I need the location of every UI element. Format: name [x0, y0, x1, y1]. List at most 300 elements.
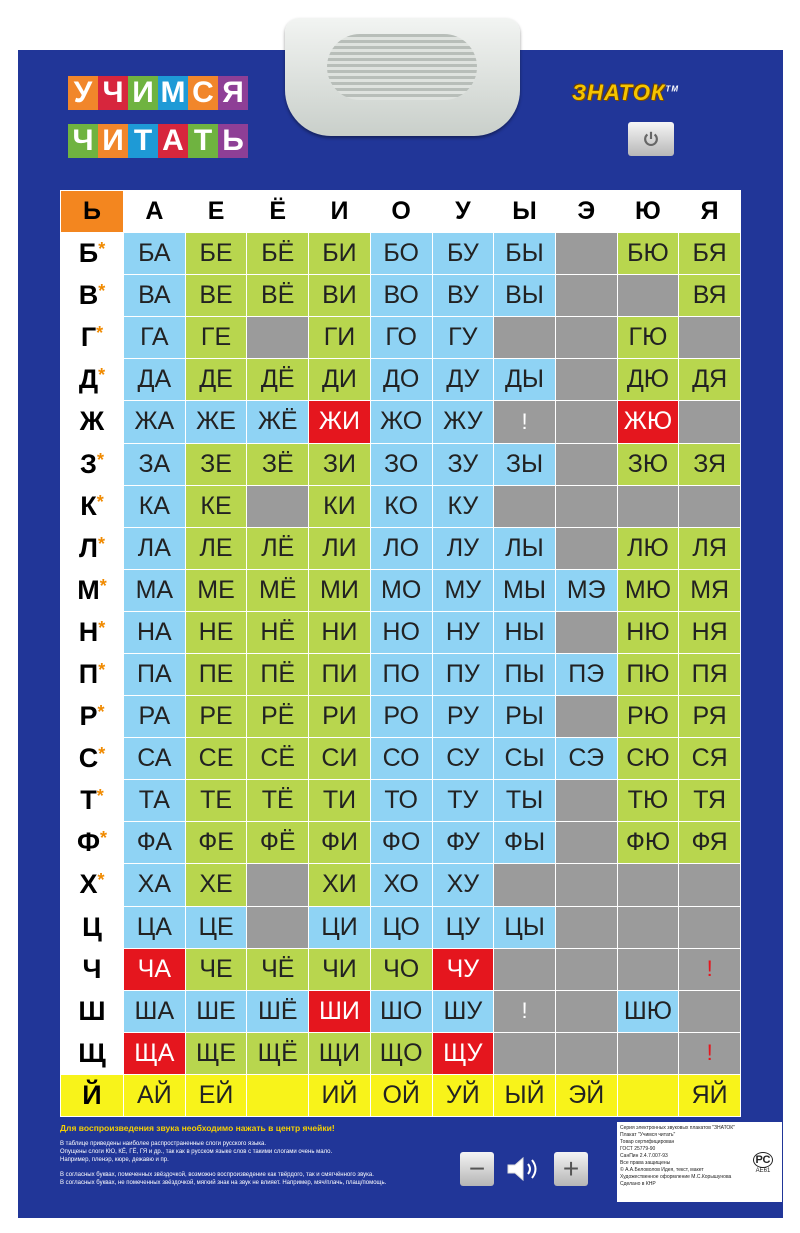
syllable-cell[interactable]: ЖУ	[433, 401, 494, 442]
syllable-cell[interactable]: ПЯ	[679, 654, 740, 695]
soft-star-icon: *	[96, 323, 104, 344]
syllable-cell[interactable]: ЧО	[371, 949, 432, 990]
soft-star-icon: *	[97, 870, 105, 891]
syllable-cell[interactable]: ПЕ	[186, 654, 247, 695]
syllable-cell[interactable]: ДИ	[309, 359, 370, 400]
syllable-cell[interactable]: МУ	[433, 570, 494, 611]
syllable-cell[interactable]: ДЕ	[186, 359, 247, 400]
info-line: © А.А.Беловолов Идея, текст, макет	[620, 1167, 704, 1173]
volume-icon	[504, 1152, 544, 1186]
syllable-cell[interactable]: ХИ	[309, 864, 370, 905]
syllable-cell[interactable]: ЗЯ	[679, 444, 740, 485]
syllable-cell[interactable]: ШЕ	[186, 991, 247, 1032]
syllable-cell[interactable]: ШИ	[309, 991, 370, 1032]
syllable-cell[interactable]: ЛИ	[309, 528, 370, 569]
syllable-cell[interactable]: ЛЯ	[679, 528, 740, 569]
certification-code: АЕ61	[755, 1168, 771, 1174]
consonant-row-label[interactable]	[61, 486, 123, 527]
syllable-cell[interactable]: ЗЁ	[247, 444, 308, 485]
syllable-cell[interactable]: НИ	[309, 612, 370, 653]
title-line-1	[68, 76, 248, 110]
syllable-cell[interactable]: ЗЫ	[494, 444, 555, 485]
syllable-cell[interactable]	[247, 864, 308, 905]
note-line: В таблице приведены наиболее распространенные слоги русского языка.	[60, 1141, 267, 1147]
syllable-cell[interactable]: ПУ	[433, 654, 494, 695]
info-line: ГОСТ 25779-90	[620, 1146, 656, 1152]
syllable-cell[interactable]: ДЯ	[679, 359, 740, 400]
consonant-row-label[interactable]	[61, 696, 123, 737]
syllable-cell[interactable]: СЯ	[679, 738, 740, 779]
syllable-cell[interactable]: ЖЁ	[247, 401, 308, 442]
syllable-cell[interactable]: ШУ	[433, 991, 494, 1032]
syllable-cell[interactable]: ТЁ	[247, 780, 308, 821]
vowel-header[interactable]: Я	[679, 191, 740, 232]
vowel-header[interactable]: Ё	[247, 191, 308, 232]
brand-logo	[572, 80, 679, 106]
syllable-cell[interactable]: ХО	[371, 864, 432, 905]
consonant-letter: Г	[80, 322, 97, 353]
syllable-cell[interactable]: БО	[371, 233, 432, 274]
title-line-2	[68, 124, 248, 158]
consonant-row-label[interactable]	[61, 1033, 123, 1074]
syllable-cell[interactable]: ПЭ	[556, 654, 617, 695]
info-line: Плакат "Учимся читать"	[620, 1132, 676, 1138]
vowel-header[interactable]: А	[124, 191, 185, 232]
syllable-cell[interactable]: ВА	[124, 275, 185, 316]
syllable-cell[interactable]: ЧА	[124, 949, 185, 990]
syllable-table	[60, 190, 741, 1117]
syllable-cell[interactable]: ЩЁ	[247, 1033, 308, 1074]
syllable-cell[interactable]: ПЮ	[618, 654, 679, 695]
syllable-cell[interactable]	[618, 864, 679, 905]
consonant-letter: С	[78, 743, 99, 774]
syllable-cell[interactable]: ТУ	[433, 780, 494, 821]
syllable-cell[interactable]: ЩА	[124, 1033, 185, 1074]
syllable-cell[interactable]: ТЫ	[494, 780, 555, 821]
syllable-cell[interactable]	[556, 907, 617, 948]
syllable-cell[interactable]: ШЮ	[618, 991, 679, 1032]
syllable-cell[interactable]: РУ	[433, 696, 494, 737]
syllable-cell[interactable]	[247, 1075, 308, 1116]
consonant-letter: К	[80, 490, 97, 521]
syllable-cell[interactable]: ГЕ	[186, 317, 247, 358]
syllable-cell[interactable]: ГЮ	[618, 317, 679, 358]
syllable-cell[interactable]: НА	[124, 612, 185, 653]
vowel-header[interactable]: И	[309, 191, 370, 232]
syllable-cell[interactable]: ТА	[124, 780, 185, 821]
syllable-cell[interactable]: ВИ	[309, 275, 370, 316]
consonant-row-label[interactable]	[61, 275, 123, 316]
syllable-cell[interactable]	[679, 907, 740, 948]
syllable-cell[interactable]	[494, 864, 555, 905]
consonant-letter: М	[77, 574, 100, 605]
syllable-cell[interactable]: ЦА	[124, 907, 185, 948]
syllable-cell[interactable]	[556, 317, 617, 358]
syllable-cell[interactable]: МО	[371, 570, 432, 611]
syllable-cell[interactable]: БУ	[433, 233, 494, 274]
consonant-letter: Х	[79, 869, 98, 900]
syllable-cell[interactable]: МЕ	[186, 570, 247, 611]
syllable-cell[interactable]: ФУ	[433, 822, 494, 863]
syllable-cell[interactable]	[556, 991, 617, 1032]
syllable-cell[interactable]: ЖЮ	[618, 401, 679, 442]
syllable-cell[interactable]: МЫ	[494, 570, 555, 611]
syllable-cell[interactable]: ЯЙ	[679, 1075, 740, 1116]
syllable-cell[interactable]: !	[679, 949, 740, 990]
syllable-cell[interactable]: ОЙ	[371, 1075, 432, 1116]
soft-star-icon: *	[97, 533, 105, 554]
syllable-cell[interactable]: ФЕ	[186, 822, 247, 863]
syllable-cell[interactable]: НУ	[433, 612, 494, 653]
syllable-cell[interactable]: ВЕ	[186, 275, 247, 316]
syllable-cell[interactable]: ДЮ	[618, 359, 679, 400]
syllable-cell[interactable]: ЦО	[371, 907, 432, 948]
syllable-cell[interactable]: !	[679, 1033, 740, 1074]
syllable-cell[interactable]: ДО	[371, 359, 432, 400]
syllable-cell[interactable]: ЭЙ	[556, 1075, 617, 1116]
syllable-cell[interactable]: ЦИ	[309, 907, 370, 948]
syllable-cell[interactable]: БИ	[309, 233, 370, 274]
soft-star-icon: *	[96, 786, 104, 807]
syllable-cell[interactable]: МЁ	[247, 570, 308, 611]
syllable-cell[interactable]: ХА	[124, 864, 185, 905]
syllable-cell[interactable]: ЩУ	[433, 1033, 494, 1074]
syllable-cell[interactable]: ДА	[124, 359, 185, 400]
syllable-cell[interactable]: ФЮ	[618, 822, 679, 863]
syllable-cell[interactable]	[494, 1033, 555, 1074]
consonant-row-label[interactable]	[61, 907, 123, 948]
syllable-cell[interactable]: ИЙ	[309, 1075, 370, 1116]
syllable-cell[interactable]: ЛЁ	[247, 528, 308, 569]
syllable-cell[interactable]	[618, 275, 679, 316]
syllable-cell[interactable]: РЯ	[679, 696, 740, 737]
consonant-row-label[interactable]	[61, 949, 123, 990]
syllable-cell[interactable]: ТЮ	[618, 780, 679, 821]
syllable-cell[interactable]: ТЕ	[186, 780, 247, 821]
title-letter: М	[158, 76, 188, 110]
syllable-cell[interactable]: ЗА	[124, 444, 185, 485]
syllable-cell[interactable]	[618, 1033, 679, 1074]
title-letter: Т	[128, 124, 158, 158]
syllable-cell[interactable]: ХУ	[433, 864, 494, 905]
syllable-cell[interactable]: ФА	[124, 822, 185, 863]
syllable-cell[interactable]	[556, 696, 617, 737]
syllable-cell[interactable]: РО	[371, 696, 432, 737]
soft-star-icon: *	[100, 828, 108, 849]
consonant-row-label[interactable]	[61, 738, 123, 779]
syllable-cell[interactable]: ГИ	[309, 317, 370, 358]
vowel-header[interactable]: Э	[556, 191, 617, 232]
soft-star-icon: *	[98, 239, 106, 260]
syllable-cell[interactable]: ЩЕ	[186, 1033, 247, 1074]
consonant-row-label[interactable]	[61, 359, 123, 400]
syllable-cell[interactable]	[556, 822, 617, 863]
syllable-cell[interactable]: СЕ	[186, 738, 247, 779]
syllable-cell[interactable]: УЙ	[433, 1075, 494, 1116]
syllable-cell[interactable]: ЛЕ	[186, 528, 247, 569]
title-letter: И	[128, 76, 158, 110]
syllable-cell[interactable]: СЮ	[618, 738, 679, 779]
syllable-cell[interactable]: ЖИ	[309, 401, 370, 442]
syllable-cell[interactable]: !	[494, 401, 555, 442]
syllable-cell[interactable]: ГУ	[433, 317, 494, 358]
syllable-cell[interactable]	[494, 317, 555, 358]
syllable-cell[interactable]: РЕ	[186, 696, 247, 737]
syllable-cell[interactable]: ТИ	[309, 780, 370, 821]
syllable-cell[interactable]	[247, 317, 308, 358]
syllable-cell[interactable]	[618, 486, 679, 527]
consonant-letter: Й	[82, 1079, 102, 1110]
syllable-cell[interactable]: ЗЕ	[186, 444, 247, 485]
note-line: В согласных буквах, не помеченных звёздочкой, мягкий знак на звук не влияет. Например, мяч/плачь, плащ/помощь.	[60, 1180, 387, 1186]
syllable-cell[interactable]: ЦЫ	[494, 907, 555, 948]
power-icon	[642, 130, 660, 148]
syllable-cell[interactable]: НО	[371, 612, 432, 653]
vowel-header[interactable]: Е	[186, 191, 247, 232]
syllable-cell[interactable]	[556, 359, 617, 400]
syllable-cell[interactable]: ВО	[371, 275, 432, 316]
consonant-row-label[interactable]	[61, 654, 123, 695]
title-letter: С	[188, 76, 218, 110]
syllable-cell[interactable]	[556, 275, 617, 316]
syllable-cell[interactable]: ЖЕ	[186, 401, 247, 442]
consonant-letter: Б	[78, 238, 99, 269]
syllable-cell[interactable]: НЮ	[618, 612, 679, 653]
syllable-cell[interactable]: ЖА	[124, 401, 185, 442]
syllable-cell[interactable]: ШО	[371, 991, 432, 1032]
syllable-cell[interactable]: ФЁ	[247, 822, 308, 863]
syllable-cell[interactable]	[556, 1033, 617, 1074]
syllable-cell[interactable]: ГО	[371, 317, 432, 358]
consonant-letter: П	[78, 659, 99, 690]
title-letter: Ч	[68, 124, 98, 158]
consonant-letter: Ж	[79, 406, 105, 437]
syllable-cell[interactable]: ПО	[371, 654, 432, 695]
certification-logo: РС	[753, 1152, 773, 1168]
consonant-letter: Р	[79, 701, 98, 732]
syllable-cell[interactable]	[679, 486, 740, 527]
consonant-letter: Д	[78, 364, 99, 395]
syllable-cell[interactable]	[556, 444, 617, 485]
syllable-cell[interactable]	[556, 401, 617, 442]
syllable-cell[interactable]: МЮ	[618, 570, 679, 611]
syllable-cell[interactable]: КЕ	[186, 486, 247, 527]
syllable-cell[interactable]: ЩИ	[309, 1033, 370, 1074]
syllable-cell[interactable]: ПЁ	[247, 654, 308, 695]
syllable-cell[interactable]	[556, 949, 617, 990]
syllable-cell[interactable]: ША	[124, 991, 185, 1032]
syllable-cell[interactable]: ЗИ	[309, 444, 370, 485]
syllable-cell[interactable]: ЛУ	[433, 528, 494, 569]
corner-soft-sign[interactable]: Ь	[61, 191, 123, 232]
syllable-cell[interactable]: МИ	[309, 570, 370, 611]
syllable-cell[interactable]: ВЯ	[679, 275, 740, 316]
syllable-cell[interactable]: КУ	[433, 486, 494, 527]
consonant-row-label[interactable]	[61, 1075, 123, 1116]
vowel-header[interactable]: Ю	[618, 191, 679, 232]
title-letter: Ч	[98, 76, 128, 110]
consonant-row-label[interactable]	[61, 991, 123, 1032]
syllable-cell[interactable]: ШЁ	[247, 991, 308, 1032]
syllable-cell[interactable]: ФЫ	[494, 822, 555, 863]
syllable-cell[interactable]	[494, 949, 555, 990]
title-letter: Т	[188, 124, 218, 158]
syllable-cell[interactable]: ВУ	[433, 275, 494, 316]
syllable-cell[interactable]: НЯ	[679, 612, 740, 653]
syllable-cell[interactable]: ВЁ	[247, 275, 308, 316]
syllable-cell[interactable]: ЗУ	[433, 444, 494, 485]
syllable-cell[interactable]: ЖО	[371, 401, 432, 442]
syllable-cell[interactable]: !	[494, 991, 555, 1032]
syllable-cell[interactable]: КИ	[309, 486, 370, 527]
consonant-row-label[interactable]	[61, 528, 123, 569]
syllable-cell[interactable]: ТО	[371, 780, 432, 821]
syllable-cell[interactable]: ПИ	[309, 654, 370, 695]
syllable-cell[interactable]: РЮ	[618, 696, 679, 737]
syllable-cell[interactable]: СЁ	[247, 738, 308, 779]
syllable-cell[interactable]: ЩО	[371, 1033, 432, 1074]
syllable-cell[interactable]	[556, 486, 617, 527]
info-line: Художественное оформление М.С.Корышунова	[620, 1174, 732, 1180]
consonant-letter: Ч	[82, 953, 102, 984]
syllable-cell[interactable]: СЭ	[556, 738, 617, 779]
consonant-row-label[interactable]	[61, 317, 123, 358]
syllable-cell[interactable]: ДЁ	[247, 359, 308, 400]
title-letter: Ь	[218, 124, 248, 158]
syllable-cell[interactable]: СЫ	[494, 738, 555, 779]
note-line: В согласных буквах, помеченных звёздочкой, возможно воспроизведение как твёрдого, так и смягчённого звука.	[60, 1172, 374, 1178]
syllable-cell[interactable]: МЭ	[556, 570, 617, 611]
syllable-cell[interactable]: ЫЙ	[494, 1075, 555, 1116]
syllable-cell[interactable]: ДУ	[433, 359, 494, 400]
consonant-row-label[interactable]	[61, 570, 123, 611]
syllable-cell[interactable]	[618, 949, 679, 990]
syllable-cell[interactable]: ДЫ	[494, 359, 555, 400]
info-line: СанПин 2.4.7.007-93	[620, 1153, 668, 1159]
syllable-cell[interactable]	[247, 907, 308, 948]
brand-tm: TM	[665, 84, 680, 94]
syllable-cell[interactable]: СА	[124, 738, 185, 779]
syllable-cell[interactable]: НЫ	[494, 612, 555, 653]
syllable-cell[interactable]: ЦЕ	[186, 907, 247, 948]
consonant-row-label[interactable]	[61, 233, 123, 274]
syllable-cell[interactable]: БЕ	[186, 233, 247, 274]
syllable-cell[interactable]	[556, 780, 617, 821]
consonant-row-label[interactable]	[61, 780, 123, 821]
syllable-cell[interactable]: БЫ	[494, 233, 555, 274]
syllable-cell[interactable]: ПЫ	[494, 654, 555, 695]
power-button[interactable]	[628, 122, 674, 156]
syllable-cell[interactable]: ФИ	[309, 822, 370, 863]
syllable-cell[interactable]: БЯ	[679, 233, 740, 274]
syllable-cell[interactable]: ФО	[371, 822, 432, 863]
syllable-cell[interactable]: ХЕ	[186, 864, 247, 905]
syllable-cell[interactable]: ЧИ	[309, 949, 370, 990]
syllable-cell[interactable]: СИ	[309, 738, 370, 779]
syllable-cell[interactable]	[556, 233, 617, 274]
syllable-cell[interactable]: ГА	[124, 317, 185, 358]
syllable-cell[interactable]	[556, 612, 617, 653]
consonant-letter: Л	[79, 532, 98, 563]
syllable-cell[interactable]	[679, 317, 740, 358]
syllable-cell[interactable]: ПА	[124, 654, 185, 695]
brand-name: ЗНАТОК	[572, 80, 666, 105]
consonant-row-label[interactable]	[61, 444, 123, 485]
consonant-letter: Щ	[78, 1037, 106, 1068]
consonant-row-label[interactable]	[61, 864, 123, 905]
syllable-cell[interactable]: ЦУ	[433, 907, 494, 948]
syllable-cell[interactable]: БЮ	[618, 233, 679, 274]
title-letter: Я	[218, 76, 248, 110]
title-letter: У	[68, 76, 98, 110]
consonant-row-label[interactable]	[61, 401, 123, 442]
volume-down-button[interactable]: −	[460, 1152, 494, 1186]
syllable-cell[interactable]: РЫ	[494, 696, 555, 737]
consonant-letter: Т	[80, 785, 97, 816]
syllable-cell[interactable]: ФЯ	[679, 822, 740, 863]
vowel-header[interactable]: Ы	[494, 191, 555, 232]
syllable-cell[interactable]: ЧЁ	[247, 949, 308, 990]
syllable-cell[interactable]: РЁ	[247, 696, 308, 737]
syllable-cell[interactable]	[494, 486, 555, 527]
syllable-cell[interactable]: ЛА	[124, 528, 185, 569]
syllable-cell[interactable]: БЁ	[247, 233, 308, 274]
soft-star-icon: *	[96, 491, 104, 512]
vowel-header[interactable]: О	[371, 191, 432, 232]
consonant-row-label[interactable]	[61, 822, 123, 863]
syllable-cell[interactable]: НЁ	[247, 612, 308, 653]
syllable-cell[interactable]: ТЯ	[679, 780, 740, 821]
info-line: Сделано в КНР	[620, 1181, 656, 1187]
syllable-cell[interactable]: КО	[371, 486, 432, 527]
syllable-cell[interactable]: ЕЙ	[186, 1075, 247, 1116]
syllable-cell[interactable]: КА	[124, 486, 185, 527]
syllable-cell[interactable]: БА	[124, 233, 185, 274]
syllable-cell[interactable]	[679, 401, 740, 442]
instruction-note: Для воспроизведения звука необходимо нажать в центр ячейки!	[60, 1123, 335, 1133]
syllable-cell[interactable]	[247, 486, 308, 527]
syllable-cell[interactable]: ЛЮ	[618, 528, 679, 569]
syllable-cell[interactable]: СУ	[433, 738, 494, 779]
syllable-cell[interactable]	[679, 864, 740, 905]
syllable-cell[interactable]: ЗО	[371, 444, 432, 485]
syllable-cell[interactable]: СО	[371, 738, 432, 779]
consonant-row-label[interactable]	[61, 612, 123, 653]
syllable-cell[interactable]: МА	[124, 570, 185, 611]
syllable-cell[interactable]: РИ	[309, 696, 370, 737]
syllable-cell[interactable]: ЧЕ	[186, 949, 247, 990]
syllable-cell[interactable]: ЗЮ	[618, 444, 679, 485]
syllable-cell[interactable]: АЙ	[124, 1075, 185, 1116]
syllable-cell[interactable]	[556, 864, 617, 905]
syllable-cell[interactable]: РА	[124, 696, 185, 737]
syllable-cell[interactable]	[556, 528, 617, 569]
syllable-cell[interactable]	[679, 991, 740, 1032]
syllable-cell[interactable]	[618, 1075, 679, 1116]
syllable-cell[interactable]: ЛЫ	[494, 528, 555, 569]
note-line: Опущены слоги КЮ, КЁ, ГЁ, ГЯ и др., так как в русском языке слов с такими слогами очень мало.	[60, 1149, 333, 1155]
syllable-cell[interactable]: ЛО	[371, 528, 432, 569]
volume-up-button[interactable]: +	[554, 1152, 588, 1186]
soft-star-icon: *	[99, 575, 107, 596]
syllable-cell[interactable]: НЕ	[186, 612, 247, 653]
syllable-cell[interactable]: МЯ	[679, 570, 740, 611]
product-info-box	[617, 1122, 782, 1202]
syllable-cell[interactable]	[618, 907, 679, 948]
syllable-cell[interactable]: ЧУ	[433, 949, 494, 990]
vowel-header[interactable]: У	[433, 191, 494, 232]
syllable-cell[interactable]: ВЫ	[494, 275, 555, 316]
